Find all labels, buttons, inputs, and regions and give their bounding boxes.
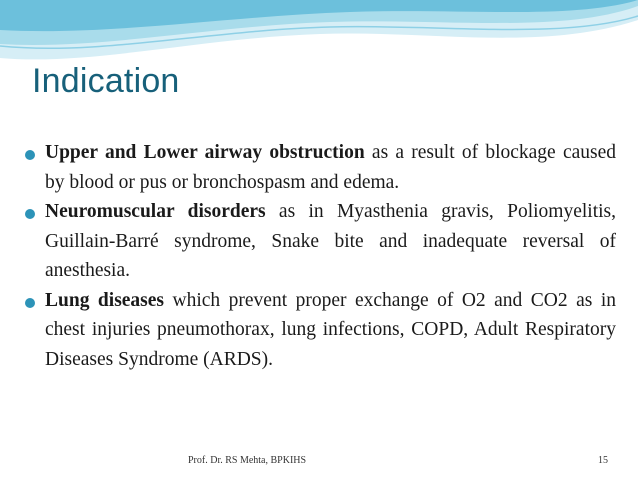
- bullet-text: as in Myasthenia gravis, Poliomyelitis, Guillain-Barré syndrome, Snake bite and inadequate reversal of anesthesia.: [45, 201, 616, 281]
- bullet-bold-text: Lung diseases: [45, 289, 165, 311]
- page-number: 15: [598, 455, 608, 466]
- bullet-bold-text: Upper and Lower airway obstruction: [45, 142, 365, 163]
- bullet-list: [22, 138, 616, 374]
- bullet-text: which prevent proper exchange of O2 and CO2 as in chest injuries pneumothorax, lung infections, COPD, Adult Respiratory Diseases Syndrome (ARDS).: [45, 289, 616, 370]
- bullet-text: as a result of blockage caused by blood or pus or bronchospasm and edema.: [45, 142, 616, 193]
- footer-author: Prof. Dr. RS Mehta, BPKIHS: [188, 455, 307, 466]
- bullet-item: [22, 286, 616, 375]
- bullet-bold-text: Neuromuscular disorders: [45, 201, 266, 222]
- bullet-dot-icon: [25, 298, 35, 308]
- slide-title: Indication: [32, 62, 180, 100]
- bullet-item: [22, 197, 616, 286]
- bullet-item: [22, 138, 616, 197]
- header-wave-decoration: [0, 0, 638, 70]
- bullet-dot-icon: [25, 209, 35, 219]
- bullet-dot-icon: [25, 150, 35, 160]
